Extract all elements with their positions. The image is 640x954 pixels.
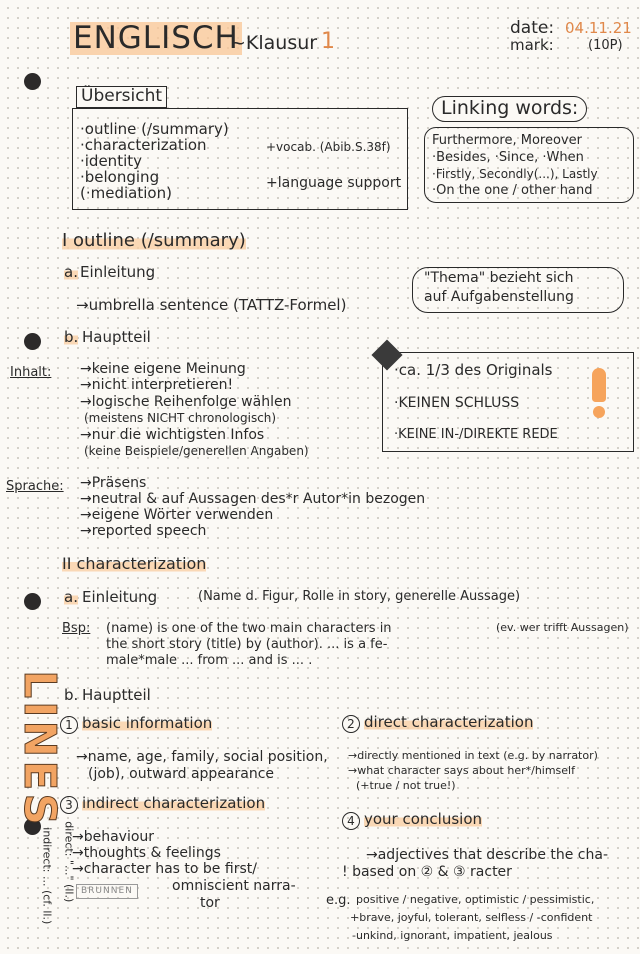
inhalt-item: →keine eigene Meinung — [80, 361, 246, 377]
section2-a-text: Einleitung — [82, 588, 158, 606]
section1-b-text: Hauptteil — [82, 328, 151, 346]
point1-title: basic information — [82, 714, 213, 732]
bsp-line: the short story (title) by (author). ... is a fe- — [106, 637, 388, 652]
eg-line: -unkind, ignorant, impatient, jealous — [352, 929, 553, 942]
point1-number: 1 — [60, 716, 78, 734]
punch-hole — [24, 73, 41, 90]
point4-title: your conclusion — [364, 810, 483, 828]
inhalt-item: (keine Beispiele/generellen Angaben) — [84, 444, 309, 458]
linking-line: ·Firstly, Secondly(...), Lastly — [432, 167, 598, 181]
section1-a-label: a. — [64, 263, 78, 281]
overview-heading: Übersicht — [76, 86, 167, 108]
direct-margin-note: direct: "..." (ll.) — [62, 821, 76, 903]
bsp-line: (name) is one of the two main characters in — [106, 621, 392, 636]
eg-label: e.g. — [326, 893, 351, 908]
point2-title: direct characterization — [364, 713, 534, 731]
mark-label: mark: — [510, 36, 554, 54]
brand-stamp-logo: BRUNNEN — [76, 884, 138, 899]
sprache-item: →reported speech — [80, 523, 207, 539]
exam-number: 1 — [321, 29, 335, 54]
exclamation-icon — [592, 368, 606, 402]
point4-number: 4 — [342, 812, 360, 830]
overview-item: ·belonging — [80, 168, 160, 186]
section2-a-label: a. — [64, 588, 78, 606]
point2-number: 2 — [342, 715, 360, 733]
rule-line: ·ca. 1/3 des Originals — [394, 361, 553, 379]
date-label: date: — [510, 18, 555, 38]
section2-a-note: (Name d. Figur, Rolle in story, generelle Aussage) — [198, 589, 521, 604]
inhalt-item: →nicht interpretieren! — [80, 377, 234, 393]
page-subtitle: ~Klausur — [230, 32, 318, 54]
point3-title: indirect characterization — [82, 794, 266, 812]
overview-item: ·identity — [80, 152, 142, 170]
bsp-label: Bsp: — [62, 621, 91, 636]
section2-b-text: Hauptteil — [82, 686, 151, 704]
section1-b-label: b. — [64, 328, 79, 346]
indirect-margin-note: indirect: ... (cf. ll.) — [40, 827, 54, 925]
overview-note: +language support — [266, 175, 402, 191]
rule-line: ·KEINEN SCHLUSS — [394, 395, 520, 411]
point3-line: →behaviour — [72, 829, 155, 845]
eg-line: +brave, joyful, tolerant, selfless / -confident — [350, 911, 593, 924]
linking-line: ·On the one / other hand — [432, 183, 593, 198]
eg-line: positive / negative, optimistic / pessimistic, — [356, 893, 595, 906]
punch-hole — [24, 593, 41, 610]
sprache-item: →neutral & auf Aussagen des*r Autor*in bezogen — [80, 491, 426, 507]
page-title: ENGLISCH — [70, 22, 242, 55]
overview-item: ·outline (/summary) — [80, 120, 229, 138]
date-value: 04.11.21 — [565, 19, 632, 37]
bsp-line: male*male ... from ... and is ... . — [106, 653, 313, 668]
point3-line: →thoughts & feelings — [72, 845, 221, 861]
linking-line: ·Besides, ·Since, ·When — [432, 150, 584, 165]
overview-item: (·mediation) — [80, 184, 172, 202]
thema-bubble-line: auf Aufgabenstellung — [424, 289, 574, 305]
overview-item: ·characterization — [80, 136, 207, 154]
rule-line: ·KEINE IN-/DIREKTE REDE — [394, 427, 558, 442]
point3-line: omniscient narra- — [172, 878, 296, 894]
point1-line: →name, age, family, social position, — [76, 749, 328, 765]
point2-line: →what character says about her*/himself — [348, 764, 575, 777]
section1-a-bullet: →umbrella sentence (TATTZ-Formel) — [76, 296, 347, 314]
mark-value: (10P) — [588, 38, 623, 53]
section1-a-text: Einleitung — [80, 263, 156, 281]
point4-line: →adjectives that describe the cha- — [366, 847, 609, 863]
sprache-item: →Präsens — [80, 475, 147, 491]
section1-heading: I outline (/summary) — [62, 230, 246, 251]
inhalt-item: →nur die wichtigsten Infos — [80, 427, 265, 443]
exclamation-dot-icon — [593, 406, 605, 418]
bsp-side-note: (ev. wer trifft Aussagen) — [496, 621, 629, 634]
linking-heading: Linking words: — [432, 96, 587, 122]
point4-line: ! based on ② & ③ racter — [342, 864, 512, 880]
punch-hole — [24, 333, 41, 350]
inhalt-item: (meistens NICHT chronologisch) — [84, 411, 277, 425]
thema-bubble-line: "Thema" bezieht sich — [424, 270, 574, 286]
point3-number: 3 — [60, 796, 78, 814]
lines-margin-word: LINES — [14, 670, 66, 829]
point3-line: tor — [200, 895, 220, 911]
point2-line: →directly mentioned in text (e.g. by narrator) — [348, 749, 598, 762]
section2-heading: II characterization — [62, 554, 207, 573]
overview-note: +vocab. (Abib.S.38f) — [266, 140, 391, 154]
inhalt-item: →logische Reihenfolge wählen — [80, 394, 292, 410]
linking-line: Furthermore, Moreover — [432, 133, 582, 148]
sprache-item: →eigene Wörter verwenden — [80, 507, 274, 523]
inhalt-label: Inhalt: — [10, 365, 52, 380]
point1-line: (job), outward appearance — [88, 766, 275, 782]
point2-line: (+true / not true!) — [356, 779, 456, 792]
sprache-label: Sprache: — [6, 479, 64, 494]
section2-b-label: b. — [64, 686, 79, 704]
point3-line: →character has to be first/ — [72, 861, 257, 877]
